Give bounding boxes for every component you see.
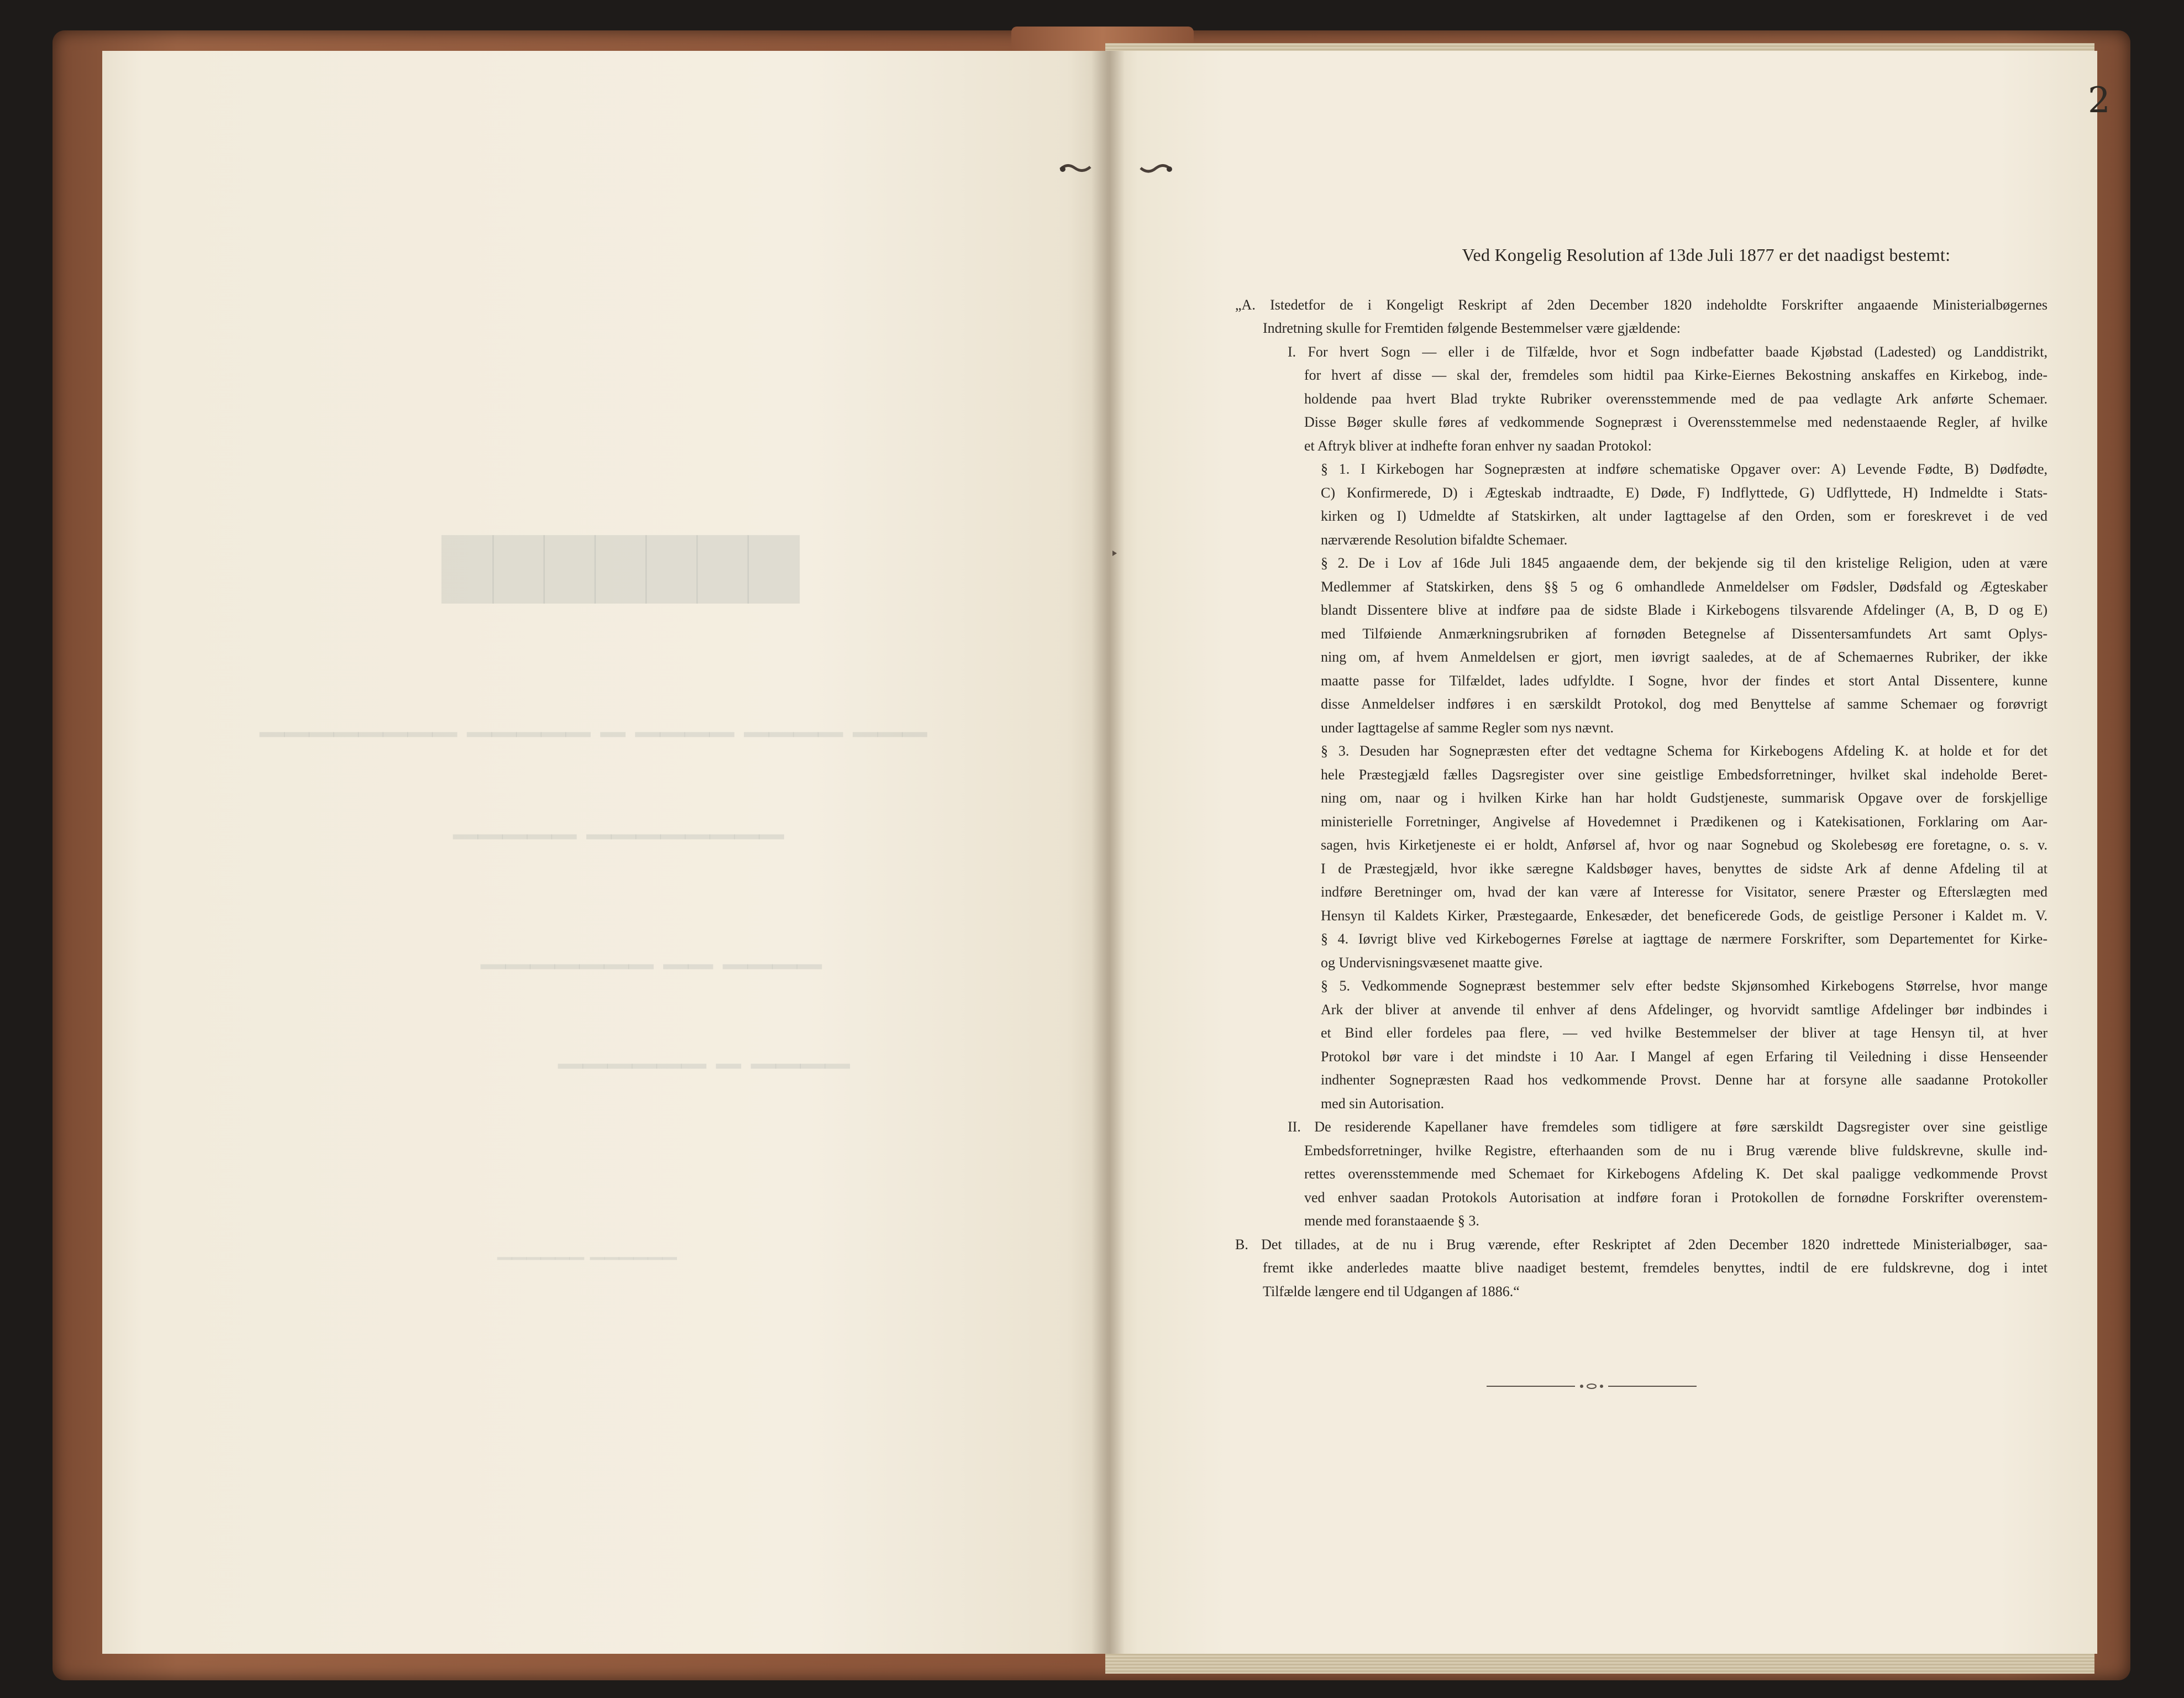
text-line: holdende paa hvert Blad trykte Rubriker overensstemmende med de paa vedlagte Ark anførte Schemaer.	[1304, 390, 2048, 407]
text-line: „A. Istedetfor de i Kongeligt Reskript af 2den December 1820 indeholdte Forskrifter angaaende Ministerialbøgernes	[1235, 296, 2048, 313]
text-line: ning om, naar og i hvilken Kirke han har holdt Gudstjeneste, summarisk Opgave over de forskjellige	[1321, 790, 2048, 806]
text-line: § 3. Desuden har Sognepræsten efter det vedtagne Schema for Kirkebogens Afdeling K. at holde et for det	[1321, 743, 2048, 759]
text-line: Embedsforretninger, hvilke Registre, efterhaanden som de nu i Brug værende blive fuldskrevne, skulle ind-	[1304, 1142, 2048, 1159]
text-line: Indretning skulle for Fremtiden følgende Bestemmelser være gjældende:	[1263, 320, 1681, 336]
text-line: § 2. De i Lov af 16de Juli 1845 angaaende dem, der bekjende sig til den kristelige Religion, uden at være	[1321, 555, 2048, 571]
bleed-through-line: ▁▁▁▁ ▁ ▁▁▁▁▁▁	[558, 1031, 850, 1068]
resolution-heading: Ved Kongelig Resolution af 13de Juli 1877 er det naadigst bestemt:	[1462, 245, 1951, 265]
text-line: Ark der bliver at anvende til enhver af dens Afdelinger, og hvorvidt samtlige Afdelinger bør indbindes i	[1321, 1001, 2048, 1018]
binding-stitch-icon	[1058, 160, 1094, 177]
text-line: indhenter Sognepræsten Raad hos vedkommende Provst. Denne har at forsyne alle saadanne Protokoller	[1321, 1072, 2048, 1088]
text-line: blandt Dissentere blive at indføre paa de sidste Blade i Kirkebogens tilsvarende Afdelinger (A, B, D og E)	[1321, 602, 2048, 618]
bleed-through-title: ▇▇▇▇▇▇▇	[442, 525, 799, 603]
text-line: B. Det tillades, at de nu i Brug værende, efter Reskriptet af 2den December 1820 indrettede Ministerialbøger, saa-	[1235, 1236, 2048, 1252]
text-line: med sin Autorisation.	[1321, 1095, 1445, 1112]
text-line: under Iagttagelse af samme Regler som nys nævnt.	[1321, 719, 1614, 736]
bleed-through-line: ▁▁▁ ▁▁▁▁ ▁▁▁▁ ▁ ▁▁▁▁▁ ▁▁▁▁▁▁▁▁	[260, 699, 927, 737]
text-line: indføre Beretninger om, hvad der kan være af Interesse for Visitator, senere Præster og Efterslægten med	[1321, 884, 2048, 900]
text-line: et Bind eller fordeles paa flere, — ved hvilke Bestemmelser der bliver at tage Hensyn til, at hver	[1321, 1025, 2048, 1041]
text-line: C) Konfirmerede, D) i Ægteskab indtraadte, E) Døde, F) Indflyttede, G) Udflyttede, H) Indmeldte i Stats-	[1321, 484, 2048, 501]
text-line: for hvert af disse — skal der, fremdeles som hidtil paa Kirke-Eiernes Bekostning anskaffes en Kirkebog, inde-	[1304, 367, 2048, 383]
text-line: nærværende Resolution bifaldte Schemaer.	[1321, 531, 1568, 548]
resolution-text	[1235, 243, 2048, 1303]
resolution-body	[1235, 294, 2048, 1304]
text-line: rettes overensstemmende med Schemaet for Kirkebogens Afdeling K. Det skal paaligge vedkommende Provst	[1304, 1166, 2048, 1182]
paper-mark	[1112, 550, 1117, 557]
text-line: § 4. Iøvrigt blive ved Kirkebogernes Førelse at iagttage de nærmere Forskrifter, som Departementet for Kirke-	[1321, 931, 2048, 947]
text-line: mende med foranstaaende § 3.	[1304, 1213, 1479, 1229]
text-line: ning om, af hvem Anmeldelsen er gjort, men iøvrigt saaledes, at de af Schemaernes Rubriker, der ikke	[1321, 649, 2048, 665]
book-gutter	[1091, 51, 1125, 1654]
text-line: hele Præstegjæld fælles Dagsregister over sine geistlige Embedsforretninger, hvilket skal indeholde Beret-	[1321, 766, 2048, 783]
bleed-through-line: ▁▁▁▁ ▁▁ ▁▁▁▁▁▁▁	[481, 931, 822, 969]
text-line: og Undervisningsvæsenet maatte give.	[1321, 954, 1543, 971]
page-number: 2	[2088, 80, 2110, 121]
text-line: sagen, hvis Kirketjeneste ei er holdt, Anførsel af, hvor og naar Sognebud og Skolebesøg ere foretagne, o. s. v.	[1321, 837, 2048, 853]
ornamental-divider-icon	[1487, 1382, 1697, 1391]
text-line: ved enhver saadan Protokols Autorisation at indføre foran i Protokollen de fornødne Forskrifter overenstem-	[1304, 1189, 2048, 1206]
text-line: med Tilføiende Anmærkningsrubriken af fornøden Betegnelse af Dissentersamfundets Art samt Oplys-	[1321, 625, 2048, 642]
left-page	[102, 51, 1108, 1654]
text-line: Protokol bør vare i det mindste i 10 Aar. I Mangel af egen Erfaring til Veiledning i disse Henseender	[1321, 1048, 2048, 1065]
text-line: ministerielle Forretninger, Angivelse af Hovedemnet i Prædikenen og i Katekisationen, Forklaring om Aar-	[1321, 813, 2048, 830]
text-line: kirken og I) Udmeldte af Statskirken, alt under Iagttagelse af den Orden, som er foreskrevet i de ved	[1321, 508, 2048, 524]
bleed-through-line: ▁▁▁▁▁▁▁▁ ▁▁▁▁▁	[453, 801, 784, 839]
text-line: Tilfælde længere end til Udgangen af 1886.“	[1263, 1283, 1520, 1299]
text-line: § 1. I Kirkebogen har Sognepræsten at indføre schematiske Opgaver over: A) Levende Fødte, B) Dødfødte,	[1321, 461, 2048, 477]
text-line: I de Præstegjæld, hvor ikke særegne Kaldsbøger haves, benyttes de sidste Ark af denne Afdeling til at	[1321, 860, 2048, 877]
text-line: fremt ikke anderledes maatte blive naadiget bestemt, fremdeles benyttes, indtil de ere fuldskrevne, dog i intet	[1263, 1260, 2048, 1276]
binding-stitch-icon	[1138, 160, 1174, 177]
text-line: I. For hvert Sogn — eller i de Tilfælde, hvor et Sogn indbefatter baade Kjøbstad (Ladested) og Landdistrikt,	[1288, 343, 2048, 360]
text-line: § 5. Vedkommende Sognepræst bestemmer selv efter bedste Skjønsomhed Kirkebogens Størrelse, hvor mange	[1321, 978, 2048, 994]
bleed-through-imprint: ▁▁▁▁▁▁ ▁▁▁▁▁▁	[497, 1238, 677, 1260]
text-line: Disse Bøger skulle føres af vedkommende Sognepræst i Overensstemmelse med nedenstaaende Regler, af hvilke	[1304, 414, 2048, 430]
text-line: II. De residerende Kapellaner have fremdeles som tidligere at føre særskildt Dagsregister over sine geistlige	[1288, 1119, 2048, 1135]
text-line: Hensyn til Kaldets Kirker, Præstegaarde, Enkesæder, det beneficerede Gods, de geistlige Personer i Kaldet m. V.	[1321, 907, 2048, 924]
text-line: et Aftryk bliver at indhefte foran enhver ny saadan Protokol:	[1304, 437, 1652, 454]
text-line: maatte passe for Tilfældet, lades udfyldte. I Sogne, hvor der findes et stort Antal Dissentere, kunne	[1321, 672, 2048, 689]
text-line: Medlemmer af Statskirken, dens §§ 5 og 6 omhandlede Anmeldelser om Fødsler, Dødsfald og Ægteskaber	[1321, 578, 2048, 595]
text-line: disse Anmeldelser indføres i en særskildt Protokol, dog med Benyttelse af samme Schemaer og forøvrigt	[1321, 696, 2048, 712]
